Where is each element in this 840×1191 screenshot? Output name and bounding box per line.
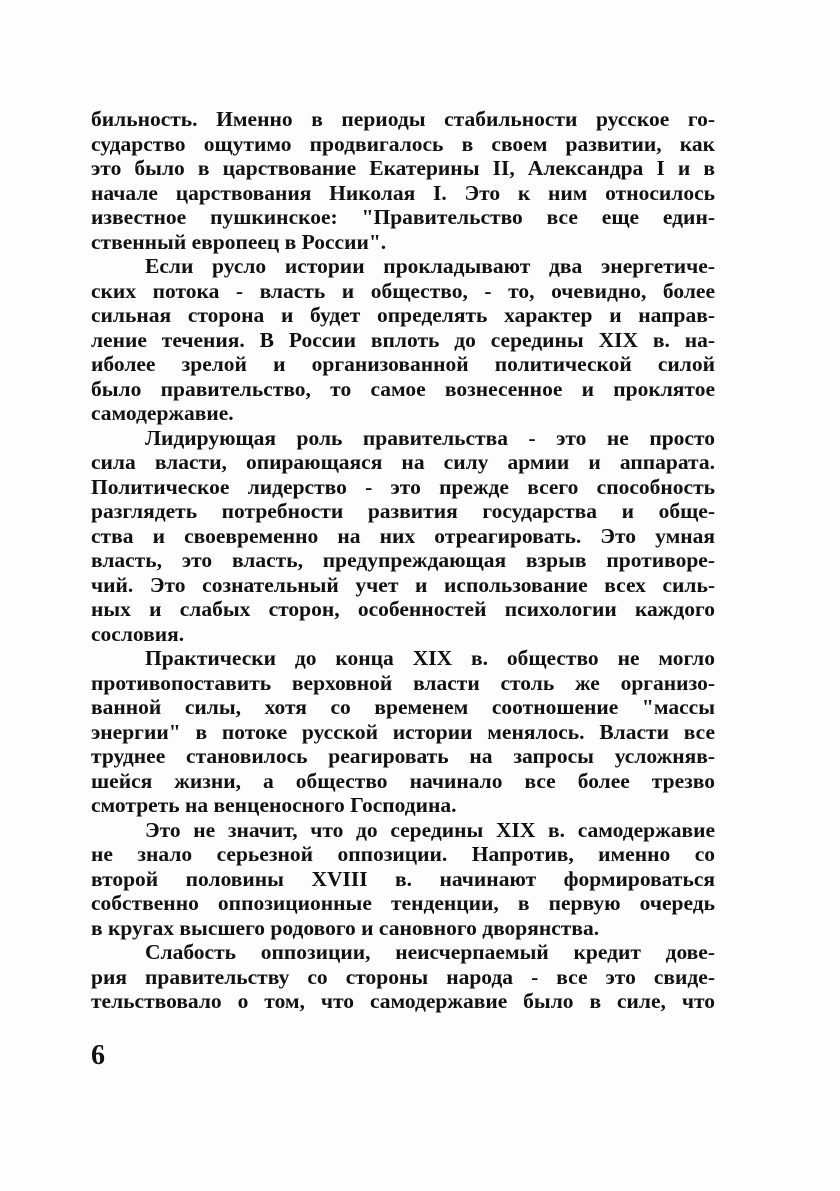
text-line: иболее зрелой и организованной политической силой: [91, 352, 715, 376]
text-line: чий. Это сознательный учет и использование всех силь-: [91, 572, 715, 597]
paragraph-5: [91, 818, 715, 941]
text-line: не знало серьезной оппозиции. Напротив, именно со: [91, 842, 715, 866]
text-line: шейся жизни, а общество начинало все более трезво: [91, 768, 715, 793]
text-line: Лидирующая роль правительства - это не просто: [145, 425, 715, 450]
text-line: рия правительству со стороны народа - все это свиде-: [91, 964, 715, 989]
text-line: самодержавие.: [91, 401, 234, 425]
text-line: было правительство, то самое вознесенное и проклятое: [91, 376, 715, 401]
text-line: собственно оппозиционные тенденции, в первую очередь: [91, 891, 715, 915]
text-line: сударство ощутимо продвигалось в своем развитии, как: [91, 131, 715, 156]
text-line: в кругах высшего родового и сановного дворянства.: [91, 915, 600, 940]
body-text: [91, 107, 715, 1014]
text-line: противопоставить верховной власти столь же организо-: [91, 670, 715, 695]
paragraph-3: [91, 426, 715, 647]
text-line: Политическое лидерство - это прежде всего способность: [91, 474, 715, 499]
text-line: второй половины XVIII в. начинают формироваться: [91, 866, 715, 891]
text-line: власть, это власть, предупреждающая взрыв противоре-: [91, 548, 715, 572]
text-line: ванной силы, хотя со временем соотношение "массы: [91, 695, 715, 719]
paragraph-2: [91, 254, 715, 426]
text-line: бильность. Именно в периоды стабильности русское го-: [91, 107, 715, 131]
text-line: Если русло истории прокладывают два энергетиче-: [145, 254, 715, 278]
text-line: тельствовало о том, что самодержавие было в силе, что: [91, 989, 715, 1013]
text-line: ных и слабых сторон, особенностей психологии каждого: [91, 597, 715, 621]
text-line: ства и своевременно на них отреагировать. Это умная: [91, 523, 715, 548]
text-line: Это не значит, что до середины XIX в. самодержавие: [145, 817, 715, 842]
text-line: Слабость оппозиции, неисчерпаемый кредит дове-: [145, 940, 715, 964]
text-line: ление течения. В России вплоть до середины XIX в. на-: [91, 327, 715, 352]
text-line: сильная сторона и будет определять характер и направ-: [91, 303, 715, 327]
text-line: ских потока - власть и общество, - то, очевидно, более: [91, 278, 715, 303]
page-number: 6: [91, 1040, 105, 1071]
text-line: начале царствования Николая I. Это к ним относилось: [91, 180, 715, 205]
text-line: разглядеть потребности развития государства и обще-: [91, 499, 715, 523]
text-line: энергии" в потоке русской истории менялось. Власти все: [91, 719, 715, 744]
text-line: Практически до конца XIX в. общество не могло: [145, 646, 715, 670]
text-line: известное пушкинское: "Правительство все еще един-: [91, 205, 715, 229]
text-line: труднее становилось реагировать на запросы усложняв-: [91, 744, 715, 768]
text-line: это было в царствование Екатерины II, Александра I и в: [91, 156, 715, 180]
text-line: сословия.: [91, 621, 185, 646]
paragraph-1: [91, 107, 715, 254]
text-line: ственный европеец в России".: [91, 229, 387, 254]
paragraph-6: [91, 940, 715, 1014]
text-line: сила власти, опирающаяся на силу армии и аппарата.: [91, 450, 715, 474]
text-line: смотреть на венценосного Господина.: [91, 793, 457, 817]
paragraph-4: [91, 646, 715, 818]
